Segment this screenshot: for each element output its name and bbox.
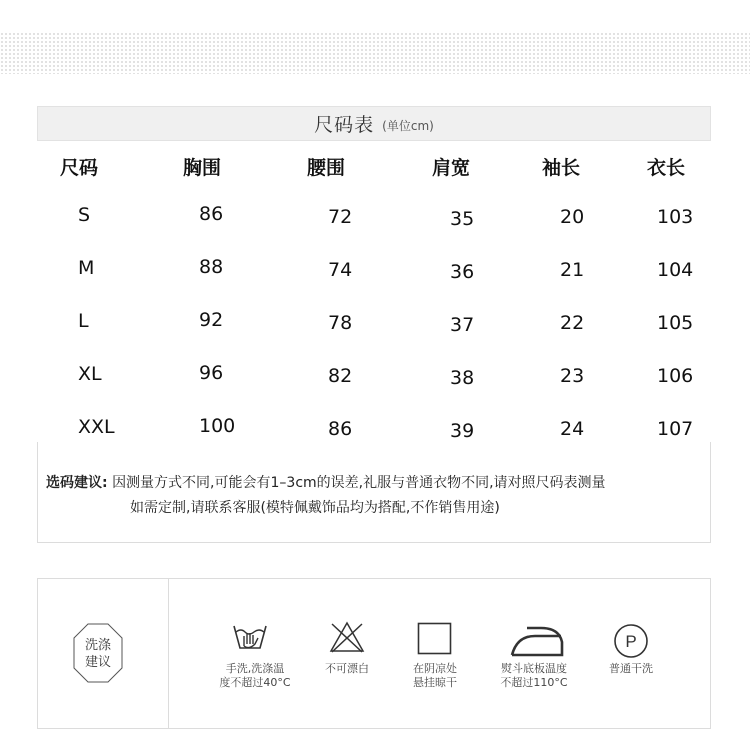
table-cell: 86 [328,418,353,440]
sizing-advice-box [37,442,711,543]
table-cell: 22 [560,312,585,334]
badge-line2: 建议 [84,655,111,670]
sizing-advice-text1: 因测量方式不同,可能会有1–3cm的误差,礼服与普通衣物不同,请对照尺码表测量 [112,475,606,491]
table-cell: 37 [450,314,475,336]
table-cell: 39 [450,420,475,442]
dry-clean-p-icon [613,623,649,659]
header-size: 尺码 [60,157,99,179]
table-cell: 103 [657,206,694,228]
line-dry-shade-icon [417,622,453,656]
table-cell: 107 [657,418,694,440]
iron-icon [509,622,565,658]
table-cell: 74 [328,259,353,281]
table-cell: S [78,204,91,226]
table-cell: XL [78,363,102,385]
no-bleach-label: 不可漂白 [325,662,369,675]
size-chart-title: 尺码表 [314,114,375,136]
hand-wash-icon [232,622,268,652]
table-cell: 72 [328,206,353,228]
table-cell: M [78,257,95,279]
table-cell: 21 [560,259,585,281]
table-cell: 100 [199,415,236,437]
table-cell: 78 [328,312,353,334]
line-dry-label: 在阴凉处 悬挂晾干 [413,662,457,689]
care-divider [168,579,169,728]
table-cell: L [78,310,89,332]
size-chart-unit: (单位cm) [382,118,434,133]
iron-label: 熨斗底板温度 不超过110°C [500,662,568,689]
sizing-advice-text2: 如需定制,请联系客服(模特佩戴饰品均为搭配,不作销售用途) [130,500,500,516]
header-sleeve: 袖长 [542,157,581,179]
table-cell: 36 [450,261,475,283]
table-cell: 104 [657,259,694,281]
washing-advice-badge [71,618,125,688]
table-cell: 106 [657,365,694,387]
table-cell: 88 [199,256,224,278]
header-shoulder: 肩宽 [432,157,471,179]
care-instructions-box [37,578,711,729]
header-bust: 胸围 [183,157,222,179]
dotted-banner [0,32,750,74]
no-bleach-icon [328,620,366,654]
hand-wash-label: 手洗,洗涤温 度不超过40°C [219,662,291,689]
table-cell: 24 [560,418,585,440]
table-cell: 86 [199,203,224,225]
sizing-advice-line1 [46,472,606,492]
badge-line1: 洗涤 [84,638,111,653]
table-cell: 82 [328,365,353,387]
header-waist: 腰围 [307,157,346,179]
table-cell: 105 [657,312,694,334]
table-cell: 20 [560,206,585,228]
table-cell: 38 [450,367,475,389]
size-chart-header [37,106,711,141]
sizing-advice-label: 选码建议: [46,475,108,491]
dry-clean-label: 普通干洗 [609,662,653,675]
table-cell: 92 [199,309,224,331]
table-cell: 23 [560,365,585,387]
table-cell: 96 [199,362,224,384]
table-cell: 35 [450,208,475,230]
header-length: 衣长 [647,157,686,179]
table-cell: XXL [78,416,115,438]
svg-text:P: P [625,632,637,651]
